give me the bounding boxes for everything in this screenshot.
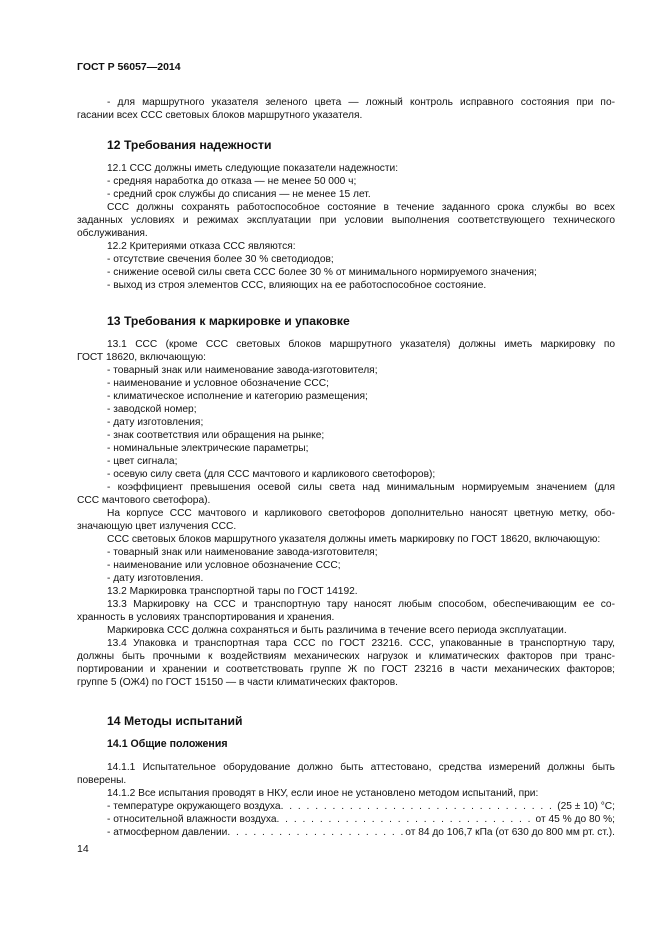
text-line: поверены. — [77, 775, 127, 786]
list-item: - знак соответствия или обращения на рынке; — [107, 430, 325, 441]
list-item: - средний срок службы до списания — не менее 15 лет. — [107, 189, 371, 200]
list-item: - товарный знак или наименование завода-изготовителя; — [107, 365, 378, 376]
text-line: 12.1 ССС должны иметь следующие показатели надежности: — [107, 163, 399, 174]
text-line: обслуживания. — [77, 228, 148, 239]
condition-temperature — [77, 800, 615, 813]
text-line: должны быть прочными к воздействиям механических нагрузок и климатических факторов при транс- — [77, 651, 615, 662]
text-line: заданных условиях и режимах эксплуатации при условии выполнения соответствующего технического — [77, 215, 615, 226]
text-line: 13.2 Маркировка транспортной тары по ГОСТ 14192. — [107, 586, 358, 597]
list-item: - заводской номер; — [107, 404, 197, 415]
condition-value: от 84 до 106,7 кПа (от 630 до 800 мм рт. ст.). — [405, 827, 615, 838]
text-line: ССС мачтового светофора). — [77, 495, 211, 506]
text-line: 13.1 ССС (кроме ССС световых блоков маршрутного указателя) должны иметь маркировку по — [107, 339, 615, 350]
text-line: 13.3 Маркировку на ССС и транспортную тару наносят любым способом, обеспечивающим ее со- — [107, 599, 615, 610]
condition-label: - температуре окружающего воздуха — [107, 801, 281, 812]
section-12-heading: 12 Требования надежности — [107, 138, 272, 152]
list-item: - выход из строя элементов ССС, влияющих на ее работоспособное состояние. — [107, 280, 487, 291]
list-item: - цвет сигнала; — [107, 456, 178, 467]
list-item: - наименование или условное обозначение ССС; — [107, 560, 341, 571]
list-item: - средняя наработка до отказа — не менее 50 000 ч; — [107, 176, 357, 187]
page-number: 14 — [77, 843, 89, 855]
condition-value: от 45 % до 80 %; — [535, 814, 615, 825]
list-item: - осевую силу света (для ССС мачтового и карликового светофоров); — [107, 469, 436, 480]
text-line: 13.4 Упаковка и транспортная тара ССС по ГОСТ 23216. ССС, упакованные в транспортную тару, — [107, 638, 615, 649]
document-code: ГОСТ Р 56057—2014 — [77, 61, 181, 73]
text-line: ССС должны сохранять работоспособное состояние в течение заданного срока службы во всех — [107, 202, 615, 213]
list-item: - снижение осевой силы света ССС более 30 % от минимального нормируемого значения; — [107, 267, 537, 278]
list-item: - номинальные электрические параметры; — [107, 443, 309, 454]
list-item: - отсутствие свечения более 30 % светодиодов; — [107, 254, 334, 265]
list-item: - дату изготовления. — [107, 573, 204, 584]
condition-label: - относительной влажности воздуха — [107, 814, 277, 825]
section-13-heading: 13 Требования к маркировке и упаковке — [107, 314, 350, 328]
list-item: - дату изготовления; — [107, 417, 204, 428]
list-item: - коэффициент превышения осевой силы света над минимальным нормируемым значением (для — [107, 482, 615, 493]
list-item: - климатическое исполнение и категорию размещения; — [107, 391, 368, 402]
text-line: 14.1.1 Испытательное оборудование должно быть аттестовано, средства измерений должны быть — [107, 762, 615, 773]
text-line: На корпусе ССС мачтового и карликового светофоров дополнительно наносят цветную метку, обо- — [107, 508, 615, 519]
text-line: ССС световых блоков маршрутного указателя должны иметь маркировку по ГОСТ 18620, включающую: — [107, 534, 601, 545]
text-line: гасании всех ССС световых блоков маршрутного указателя. — [77, 110, 363, 121]
dot-leader — [281, 800, 558, 813]
text-line: портировании и хранении и соответствовать группе Ж по ГОСТ 23216 в части механических факторов; — [77, 664, 615, 675]
list-item: - наименование и условное обозначение ССС; — [107, 378, 329, 389]
text-line: ГОСТ 18620, включающую: — [77, 352, 206, 363]
text-line: значающую цвет излучения ССС. — [77, 521, 237, 532]
dot-leader — [227, 826, 405, 839]
condition-value: (25 ± 10) °С; — [557, 801, 615, 812]
text-line: хранность в условиях транспортирования и хранения. — [77, 612, 335, 623]
list-item: - товарный знак или наименование завода-изготовителя; — [107, 547, 378, 558]
condition-label: - атмосферном давлении — [107, 827, 228, 838]
dot-leader — [277, 813, 536, 826]
text-line: - для маршрутного указателя зеленого цвета — ложный контроль исправного состояния при по- — [107, 97, 615, 108]
condition-humidity — [77, 813, 615, 826]
text-line: 14.1.2 Все испытания проводят в НКУ, если иное не установлено методом испытаний, при: — [107, 788, 539, 799]
text-line: Маркировка ССС должна сохраняться и быть различима в течение всего периода эксплуатации. — [107, 625, 567, 636]
text-line: группе 5 (ОЖ4) по ГОСТ 15150 — в части климатических факторов. — [77, 677, 398, 688]
section-14-heading: 14 Методы испытаний — [107, 714, 243, 728]
subsection-14-1-heading: 14.1 Общие положения — [107, 738, 228, 750]
condition-pressure — [77, 826, 615, 839]
text-line: 12.2 Критериями отказа ССС являются: — [107, 241, 296, 252]
